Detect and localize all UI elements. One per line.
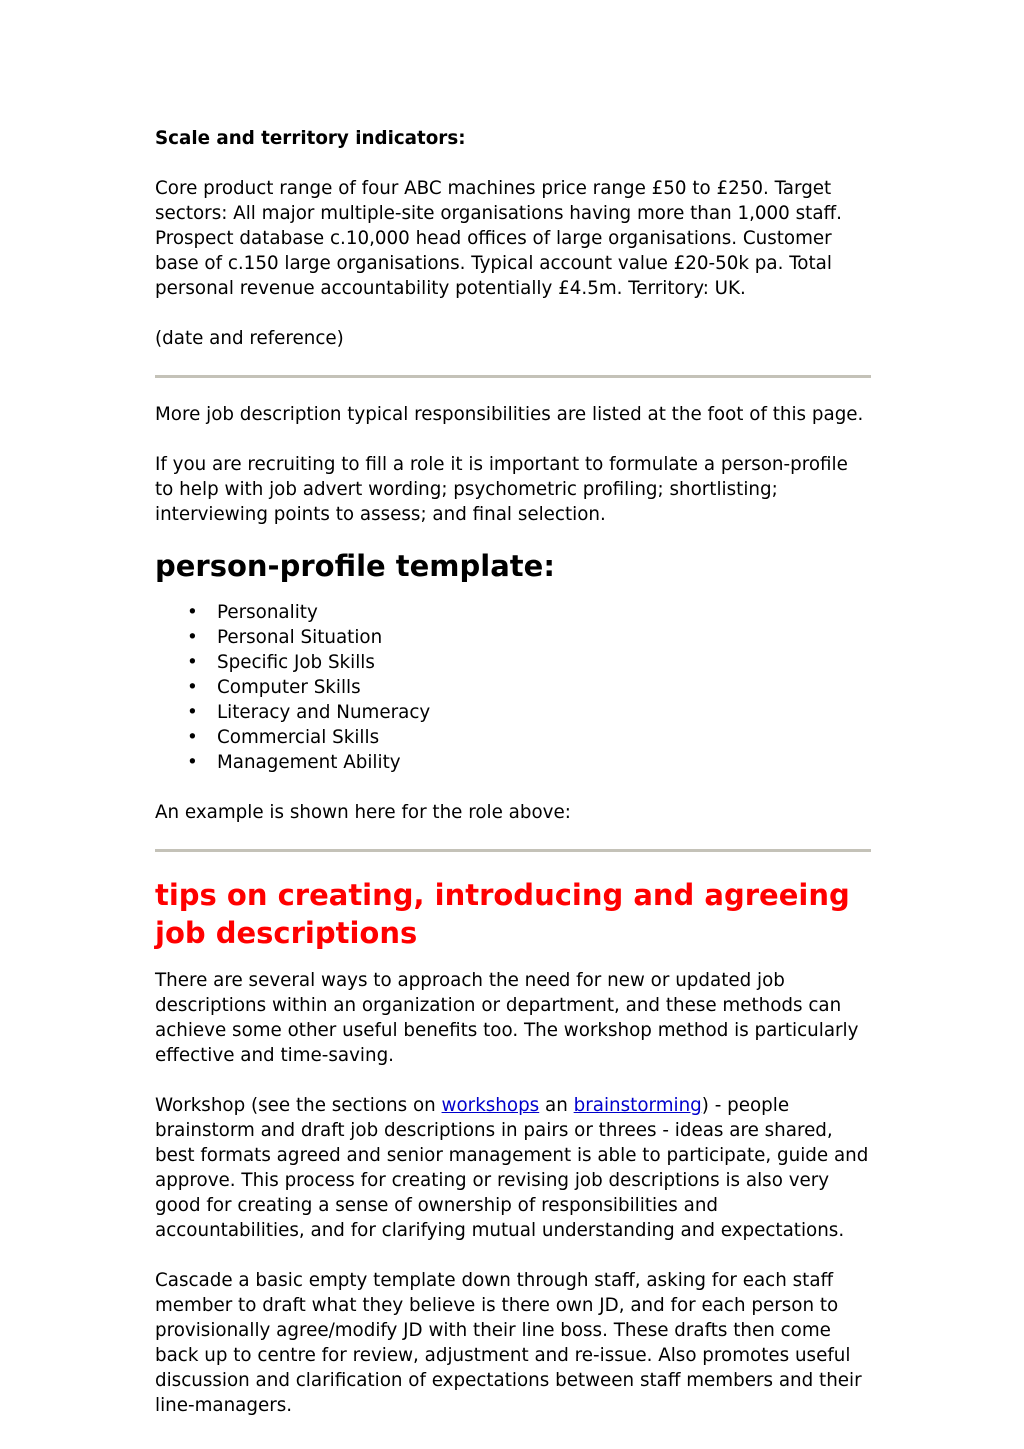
bullet-icon: • xyxy=(187,752,198,773)
bullet-icon: • xyxy=(187,702,198,723)
brainstorming-link[interactable]: brainstorming xyxy=(573,1095,702,1116)
person-profile-list xyxy=(155,600,871,775)
list-item xyxy=(155,600,871,625)
tips-heading: tips on creating, introducing and agreeing job descriptions xyxy=(155,878,850,950)
person-profile-heading: person-profile template: xyxy=(155,549,555,583)
list-item xyxy=(155,750,871,775)
bullet-icon: • xyxy=(187,627,198,648)
bullet-icon: • xyxy=(187,727,198,748)
workshop-prefix: Workshop (see the sections on xyxy=(155,1095,442,1116)
list-item-text: Management Ability xyxy=(217,752,401,773)
list-item-text: Personality xyxy=(217,602,318,623)
list-item-text: Commercial Skills xyxy=(217,727,380,748)
list-item-text: Literacy and Numeracy xyxy=(217,702,431,723)
bullet-icon: • xyxy=(187,652,198,673)
scale-body: Core product range of four ABC machines price range £50 to £250. Target sectors: All major multiple-site organisations having more than 1,000 staff. Prospect database c.10,000 head offices of large organisations. Customer base of c.150 large organisations. Typical account value £20-50k pa. Total personal revenue accountability potentially £4.5m. Territory: UK. xyxy=(155,178,842,299)
list-item xyxy=(155,675,871,700)
section-divider-1 xyxy=(155,375,871,378)
list-item xyxy=(155,650,871,675)
list-item xyxy=(155,625,871,650)
bullet-icon: • xyxy=(187,677,198,698)
recruiting-text: If you are recruiting to fill a role it is important to formulate a person-profile to help with job advert wording; psychometric profiling; shortlisting; interviewing points to assess; and final selection. xyxy=(155,454,848,525)
date-reference: (date and reference) xyxy=(155,328,344,349)
list-item-text: Computer Skills xyxy=(217,677,361,698)
scale-heading: Scale and territory indicators: xyxy=(155,128,466,149)
workshop-middle: an xyxy=(539,1095,574,1116)
example-text: An example is shown here for the role above: xyxy=(155,802,571,823)
workshop-paragraph xyxy=(155,1093,871,1243)
more-responsibilities-text: More job description typical responsibilities are listed at the foot of this page. xyxy=(155,404,864,425)
list-item xyxy=(155,725,871,750)
bullet-icon: • xyxy=(187,602,198,623)
document-content xyxy=(155,126,871,1418)
list-item-text: Specific Job Skills xyxy=(217,652,375,673)
tips-intro-paragraph: There are several ways to approach the need for new or updated job descriptions within an organization or department, and these methods can achieve some other useful benefits too. The workshop method is particularly effective and time-saving. xyxy=(155,970,859,1066)
list-item-text: Personal Situation xyxy=(217,627,383,648)
section-divider-2 xyxy=(155,849,871,852)
workshops-link[interactable]: workshops xyxy=(441,1095,540,1116)
workshop-suffix: ) - people brainstorm and draft job descriptions in pairs or threes - ideas are shared, best formats agreed and senior management is able to participate, guide and approve. This process for creating or revising job descriptions is also very good for creating a sense of ownership of responsibilities and accountabilities, and for clarifying mutual understanding and expectations. xyxy=(155,1095,869,1241)
cascade-paragraph: Cascade a basic empty template down through staff, asking for each staff member to draft what they believe is there own JD, and for each person to provisionally agree/modify JD with their line boss. These drafts then come back up to centre for review, adjustment and re-issue. Also promotes useful discussion and clarification of expectations between staff members and their line-managers. xyxy=(155,1270,862,1416)
list-item xyxy=(155,700,871,725)
